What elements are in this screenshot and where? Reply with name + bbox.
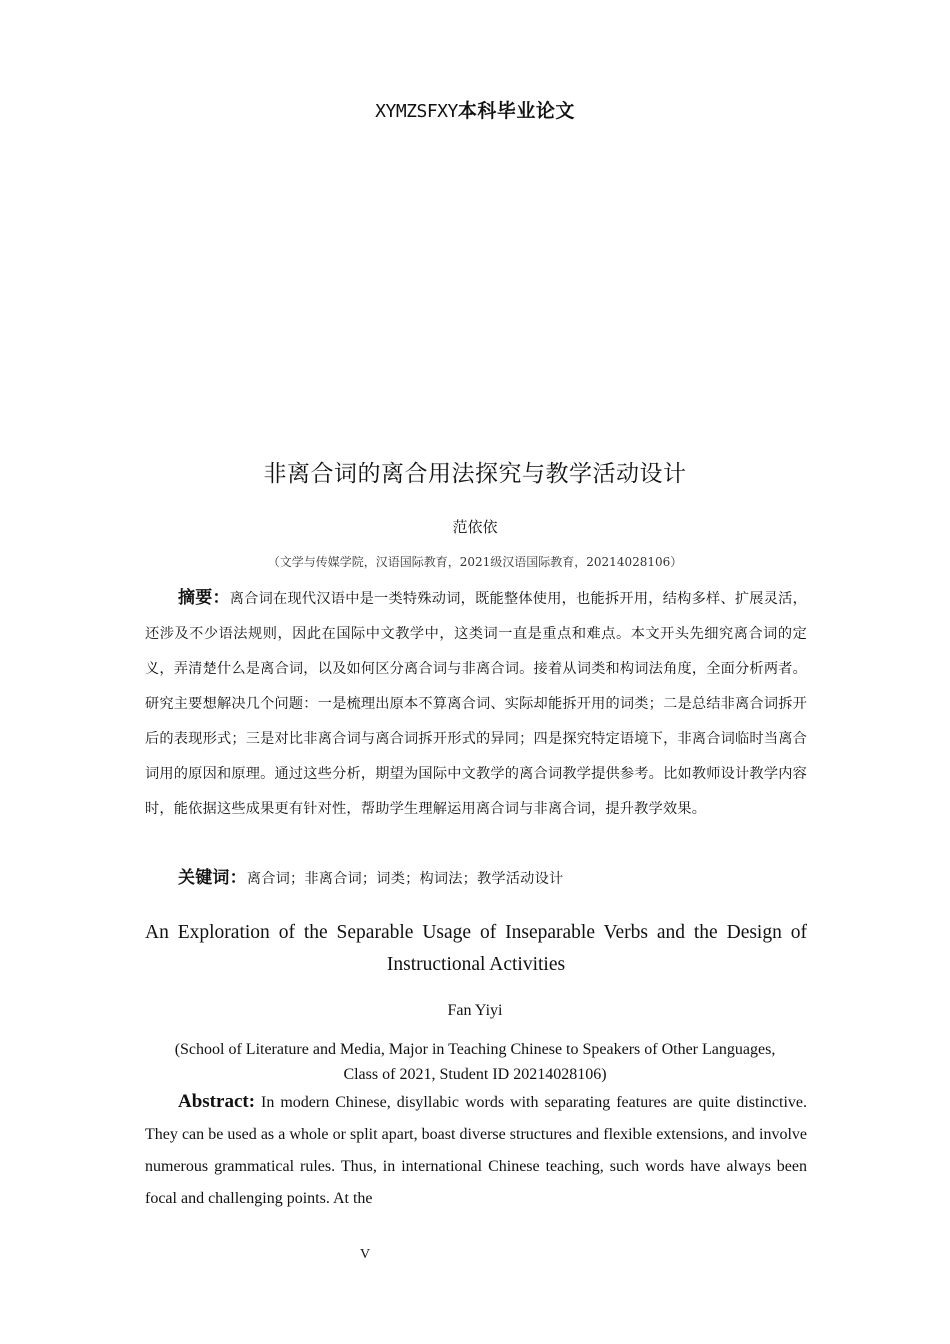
chinese-keywords-label: 关键词：	[178, 868, 247, 888]
english-abstract-text: In modern Chinese, disyllabic words with separating features are quite distinctive. They can be used as a whole or split apart, boast diverse structures and flexible extensions, and involve numerous grammatical rules. Thus, in international Chinese teaching, such words have always been focal and challenging points. At the	[145, 1094, 808, 1207]
english-abstract	[145, 1086, 807, 1215]
chinese-affiliation: （文学与传媒学院，汉语国际教育，2021级汉语国际教育，20214028106）	[267, 555, 683, 569]
english-affiliation: (School of Literature and Media, Major in Teaching Chinese to Speakers of Other Languages, Class of 2021, Student ID 20214028106)	[174, 1041, 776, 1083]
english-title: An Exploration of the Separable Usage of Inseparable Verbs and the Design of Instructional Activities	[145, 922, 807, 975]
chinese-keywords	[145, 861, 807, 897]
header-code: XYMZSFXY	[375, 101, 458, 122]
chinese-abstract-text: 离合词在现代汉语中是一类特殊动词，既能整体使用，也能拆开用，结构多样、扩展灵活，还涉及不少语法规则，因此在国际中文教学中，这类词一直是重点和难点。本文开头先细究离合词的定义，弄清楚什么是离合词，以及如何区分离合词与非离合词。接着从词类和构词法角度，全面分析两者。研究主要想解决几个问题：一是梳理出原本不算离合词、实际却能拆开用的词类；二是总结非离合词拆开后的表现形式；三是对比非离合词与离合词拆开形式的异同；四是探究特定语境下，非离合词临时当离合词用的原因和原理。通过这些分析，期望为国际中文教学的离合词教学提供参考。比如教师设计教学内容时，能依据这些成果更有针对性，帮助学生理解运用离合词与非离合词，提升教学效果。	[145, 591, 807, 817]
chinese-abstract	[145, 581, 807, 827]
chinese-author: 范依依	[452, 518, 498, 536]
english-author: Fan Yiyi	[447, 1002, 503, 1019]
english-abstract-label: Abstract:	[178, 1091, 256, 1112]
chinese-abstract-label: 摘要：	[178, 588, 230, 608]
header-thesis-label: 本科毕业论文	[457, 100, 575, 122]
chinese-keywords-text: 离合词；非离合词；词类；构词法；教学活动设计	[246, 871, 564, 887]
page-number: V	[359, 1247, 371, 1262]
running-header	[0, 96, 950, 123]
chinese-title: 非离合词的离合用法探究与教学活动设计	[263, 461, 687, 487]
